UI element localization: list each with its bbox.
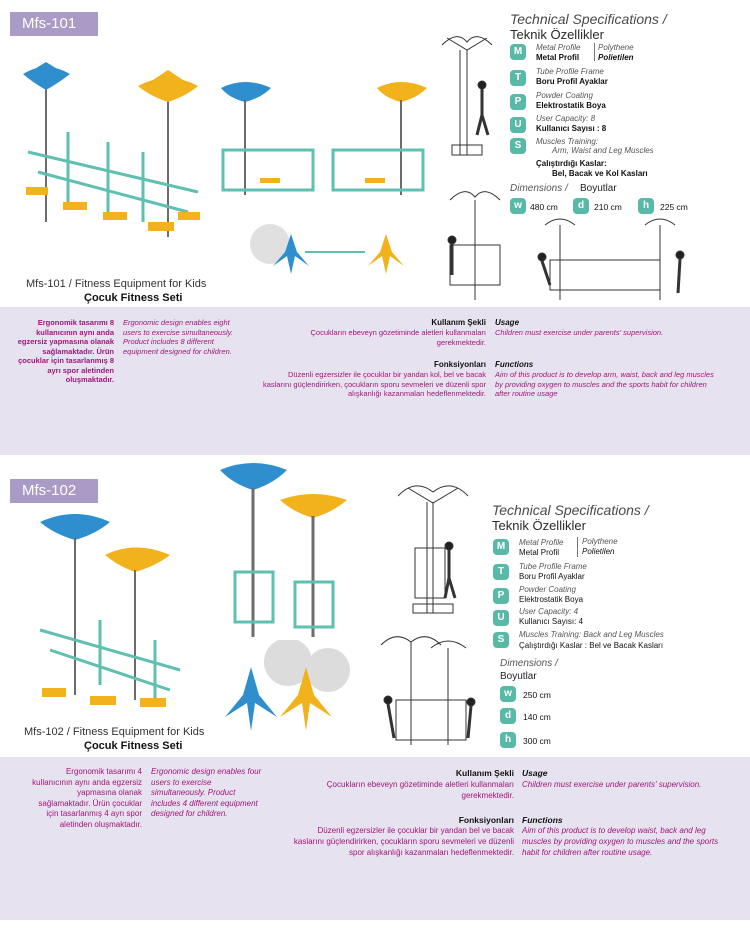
dimensions-tr: Boyutlar (580, 183, 617, 194)
product-tag-mfs101: Mfs-101 (10, 12, 98, 36)
capacity-tr: Kullanıcı Sayısı: 4 (519, 617, 584, 626)
usage-label-tr: Kullanım Şekli (431, 318, 486, 327)
product-image-mfs102-top (208, 640, 358, 740)
muscles-tr-2: Bel, Bacak ve Kol Kasları (552, 169, 648, 178)
capacity-tr: Kullanıcı Sayısı : 8 (536, 124, 607, 133)
product-image-mfs101-perspective (8, 62, 213, 247)
functions-label-en: Functions (522, 815, 563, 825)
tube-en: Tube Profile Frame (519, 562, 587, 571)
product-caption: Mfs-102 / Fitness Equipment for Kids (24, 726, 205, 738)
usage-label-tr: Kullanım Şekli (455, 768, 514, 778)
dimensions-en: Dimensions / (500, 658, 558, 669)
width-value: 480 cm (530, 202, 558, 212)
powder-tr: Elektrostatik Boya (519, 595, 584, 604)
height-icon: h (638, 198, 654, 214)
powder-icon: P (493, 588, 509, 604)
functions-tr: Düzenli egzersizler ile çocuklar bir yandan bel ve bacak kaslarını güçlendirirken, çocukların sporu sevmeleri ve düzenli spor alışkanlığı kazanmaları hedeflenmektedir. (293, 826, 514, 857)
width-icon: w (510, 198, 526, 214)
divider (594, 43, 595, 61)
depth-value: 210 cm (594, 202, 622, 212)
product-image-mfs101-front (215, 80, 435, 200)
powder-en: Powder Coating (536, 91, 593, 100)
powder-en: Powder Coating (519, 585, 576, 594)
dimensions-tr: Boyutlar (500, 671, 537, 682)
dimensions-en: Dimensions / (510, 183, 568, 194)
powder-tr: Elektrostatik Boya (536, 101, 606, 110)
functions-label-tr: Fonksiyonları (458, 815, 514, 825)
divider (577, 537, 578, 557)
users-icon: U (493, 610, 509, 626)
metal-en: Metal Profile (536, 43, 581, 52)
metal-icon: M (493, 539, 509, 555)
tube-tr: Boru Profil Ayaklar (519, 572, 585, 581)
product-image-mfs102-lines-bottom (376, 630, 486, 748)
product-image-mfs102-lines-top (393, 478, 473, 618)
spec-title: Technical Specifications / (492, 502, 649, 518)
width-value: 250 cm (523, 690, 551, 700)
product-caption-tr: Çocuk Fitness Seti (84, 740, 183, 752)
usage-label-en: Usage (495, 318, 520, 327)
spec-title-tr: Teknik Özellikler (510, 27, 604, 42)
tube-tr: Boru Profil Ayaklar (536, 77, 608, 86)
powder-icon: P (510, 94, 526, 110)
muscles-en-2: Arm, Waist and Leg Muscles (552, 146, 654, 155)
height-value: 300 cm (523, 736, 551, 746)
metal-tr: Metal Profil (519, 548, 560, 557)
functions-en: Aim of this product is to develop arm, waist, back and leg muscles by providing oxygen to muscles and the sports habit for children after routine usage (495, 370, 714, 398)
product-image-mfs101-lines-top (432, 30, 502, 160)
usage-en: Children must exercise under parents' supervision. (495, 328, 664, 337)
spec-title: Technical Specifications / (510, 11, 667, 27)
width-icon: w (500, 686, 516, 702)
usage-en: Children must exercise under parents' supervision. (522, 780, 702, 789)
depth-value: 140 cm (523, 712, 551, 722)
muscles-en: Muscles Training: (536, 137, 599, 146)
tube-icon: T (493, 564, 509, 580)
usage-tr: Çocukların ebeveyn gözetiminde aletleri kullanmaları gerekmektedir. (326, 780, 514, 800)
poly-tr: Polietilen (598, 53, 634, 62)
product-image-mfs102-front (215, 462, 355, 642)
metal-en: Metal Profile (519, 538, 564, 547)
depth-icon: d (573, 198, 589, 214)
functions-en: Aim of this product is to develop waist, back and leg muscles by providing oxygen to muscles and the sports habit for children after routine usage. (522, 826, 719, 857)
metal-tr: Metal Profil (536, 53, 580, 62)
product-caption: Mfs-101 / Fitness Equipment for Kids (26, 278, 207, 290)
description-en: Ergonomic design enables four users to exercise simultaneously. Product includes 4 different equipment designed for children. (151, 767, 262, 818)
muscles-tr: Çalıştırdığı Kaslar : Bel ve Bacak Kasları (519, 641, 664, 650)
product-image-mfs102-perspective (30, 510, 190, 715)
functions-tr: Düzenli egzersizler ile çocuklar bir yandan kol, bel ve bacak kaslarını güçlendirirken, çocukların sporu sevmeleri ve düzenli spor alışkanlığı kazanmaları hedeflenmektedir. (262, 370, 486, 398)
description-tr: Ergonomik tasarımı 4 kullanıcının aynı anda egzersiz yapmasına olanak sağlamaktadır. Ürün çocuklar için tasarlanmış 4 ayrı spor aletinden oluşmaktadır. (32, 767, 142, 829)
muscles-tr: Çalıştırdığı Kaslar: (536, 159, 607, 168)
muscle-icon: S (493, 632, 509, 648)
description-tr: Ergonomik tasarımı 8 kullanıcının aynı anda egzersiz yapmasına olanak sağlamaktadır. Ürün çocuklar için tasarlanmış 8 ayrı spor aletinden oluşmaktadır. (17, 318, 114, 384)
product-tag-mfs102: Mfs-102 (10, 479, 98, 503)
height-icon: h (500, 732, 516, 748)
description-en: Ergonomic design enables eight users to exercise simultaneously. Product includes 8 different equipment designed for children. (123, 318, 233, 356)
tube-en: Tube Profile Frame (536, 67, 604, 76)
tube-icon: T (510, 70, 526, 86)
product-caption-tr: Çocuk Fitness Seti (84, 292, 183, 304)
poly-tr: Polietilen (582, 547, 615, 556)
functions-label-tr: Fonksiyonları (433, 360, 486, 369)
poly-en: Polythene (598, 43, 634, 52)
usage-tr: Çocukların ebeveyn gözetiminde aletleri kullanmaları gerekmektedir. (310, 328, 486, 347)
height-value: 225 cm (660, 202, 688, 212)
usage-label-en: Usage (522, 768, 548, 778)
functions-label-en: Functions (495, 360, 534, 369)
poly-en: Polythene (582, 537, 618, 546)
metal-icon: M (510, 44, 526, 60)
spec-title-tr: Teknik Özellikler (492, 518, 586, 533)
muscles-en: Muscles Training: Back and Leg Muscles (519, 630, 664, 639)
capacity-en: User Capacity: 8 (536, 114, 596, 123)
capacity-en: User Capacity: 4 (519, 607, 579, 616)
product-image-mfs101-top (245, 222, 415, 282)
users-icon: U (510, 117, 526, 133)
depth-icon: d (500, 708, 516, 724)
muscle-icon: S (510, 138, 526, 154)
